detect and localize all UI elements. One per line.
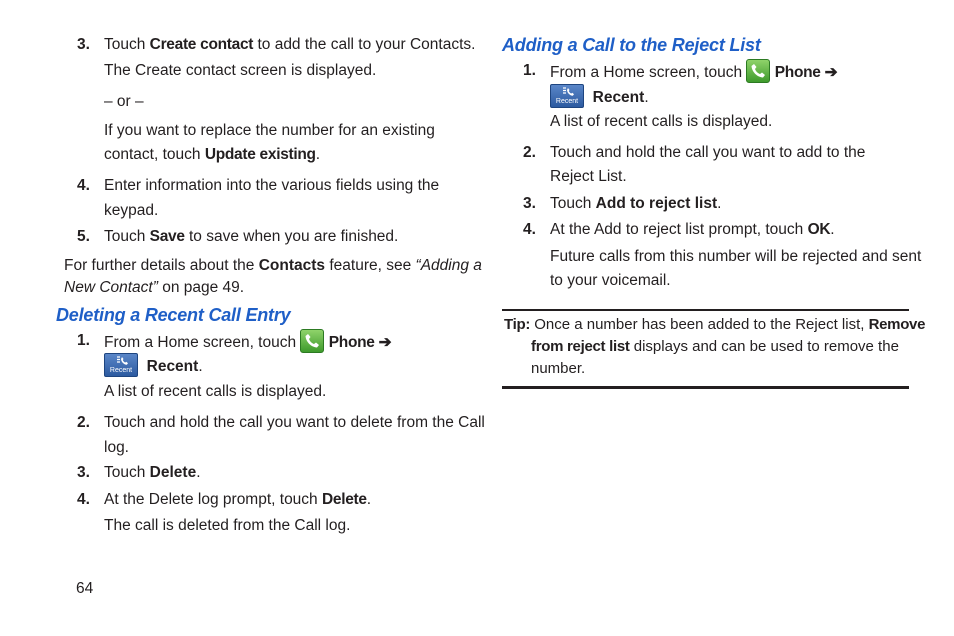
delete-step-4-number: 4. (77, 491, 90, 508)
recent-calls-icon: Recent (550, 84, 584, 108)
tip-bottom-rule (502, 386, 909, 389)
update-existing-label: Update existing (204, 146, 316, 163)
recent-label: Recent (592, 89, 645, 106)
cross-reference-link: New Contact” (64, 279, 158, 296)
tip-line-1: Tip: Once a number has been added to the Reject list, Remove (504, 316, 926, 333)
delete-step-3-number: 3. (77, 464, 90, 481)
further-details-line-2: New Contact” on page 49. (64, 279, 245, 296)
reject-step-4-line-2: to your voicemail. (550, 272, 671, 289)
reject-step-2-line-1: Touch and hold the call you want to add to the (550, 144, 866, 161)
step-5-text: Touch Save to save when you are finished. (104, 228, 399, 245)
step-4-number: 4. (77, 177, 90, 194)
reject-step-3-text: Touch Add to reject list. (550, 195, 722, 212)
delete-step-1-text: From a Home screen, touch Phone ➔ (104, 329, 391, 355)
reject-step-4-line-1: Future calls from this number will be rejected and sent (550, 248, 922, 265)
reject-step-4-number: 4. (523, 221, 536, 238)
delete-step-3-text: Touch Delete. (104, 464, 201, 481)
create-contact-label: Create contact (149, 36, 254, 53)
phone-label: Phone ➔ (774, 64, 838, 81)
step-5-number: 5. (77, 228, 90, 245)
add-to-reject-list-label: Add to reject list (595, 195, 718, 212)
reject-step-2-line-2: Reject List. (550, 168, 627, 185)
replace-text-line-1: If you want to replace the number for an existing (104, 122, 435, 139)
replace-text-line-2: contact, touch Update existing. (104, 146, 321, 163)
delete-step-2-line-2: log. (104, 439, 129, 456)
phone-icon (746, 59, 770, 83)
delete-step-1-result: A list of recent calls is displayed. (104, 383, 327, 400)
tip-label: Tip: (504, 316, 531, 333)
step-4-line-1: Enter information into the various fields using the (104, 177, 440, 194)
delete-step-1-number: 1. (77, 332, 90, 349)
reject-step-1-result: A list of recent calls is displayed. (550, 113, 773, 130)
delete-step-4-text: At the Delete log prompt, touch Delete. (104, 491, 372, 508)
section-heading-deleting: Deleting a Recent Call Entry (56, 305, 291, 325)
tip-line-3: number. (531, 360, 586, 377)
step-3-line (77, 33, 90, 57)
delete-label: Delete (149, 464, 197, 481)
step-3-result: The Create contact screen is displayed. (104, 62, 377, 79)
or-divider-text: – or – (104, 93, 144, 110)
reject-step-3-number: 3. (523, 195, 536, 212)
reject-step-2-number: 2. (523, 144, 536, 161)
further-details-line-1: For further details about the Contacts feature, see “Adding a (64, 257, 482, 274)
page-number: 64 (76, 580, 94, 597)
delete-step-2-line-1: Touch and hold the call you want to delete from the Call (104, 414, 485, 431)
delete-step-4-result: The call is deleted from the Call log. (104, 517, 351, 534)
step-4-line-2: keypad. (104, 202, 159, 219)
reject-step-1-text: From a Home screen, touch Phone ➔ (550, 59, 837, 85)
contacts-label: Contacts (258, 257, 326, 274)
ok-label: OK (807, 221, 831, 238)
step-3-text: Touch Create contact to add the call to your Contacts. (104, 36, 476, 53)
reject-step-4-text: At the Add to reject list prompt, touch OK. (550, 221, 835, 238)
phone-icon (300, 329, 324, 353)
section-heading-reject: Adding a Call to the Reject List (502, 35, 761, 55)
delete-step-2-number: 2. (77, 414, 90, 431)
recent-calls-icon: Recent (104, 353, 138, 377)
remove-from-reject-list-label: Remove (868, 316, 926, 333)
recent-label: Recent (146, 358, 199, 375)
tip-top-rule (502, 309, 909, 311)
phone-label: Phone ➔ (328, 334, 392, 351)
save-label: Save (149, 228, 185, 245)
step-number: 3. (77, 36, 90, 53)
reject-step-1-number: 1. (523, 62, 536, 79)
delete-step-1-recent: Recent Recent. (104, 353, 203, 379)
reject-step-1-recent: Recent Recent. (550, 84, 649, 110)
tip-line-2: from reject list displays and can be used to remove the (531, 338, 899, 355)
delete-confirm-label: Delete (321, 491, 367, 508)
